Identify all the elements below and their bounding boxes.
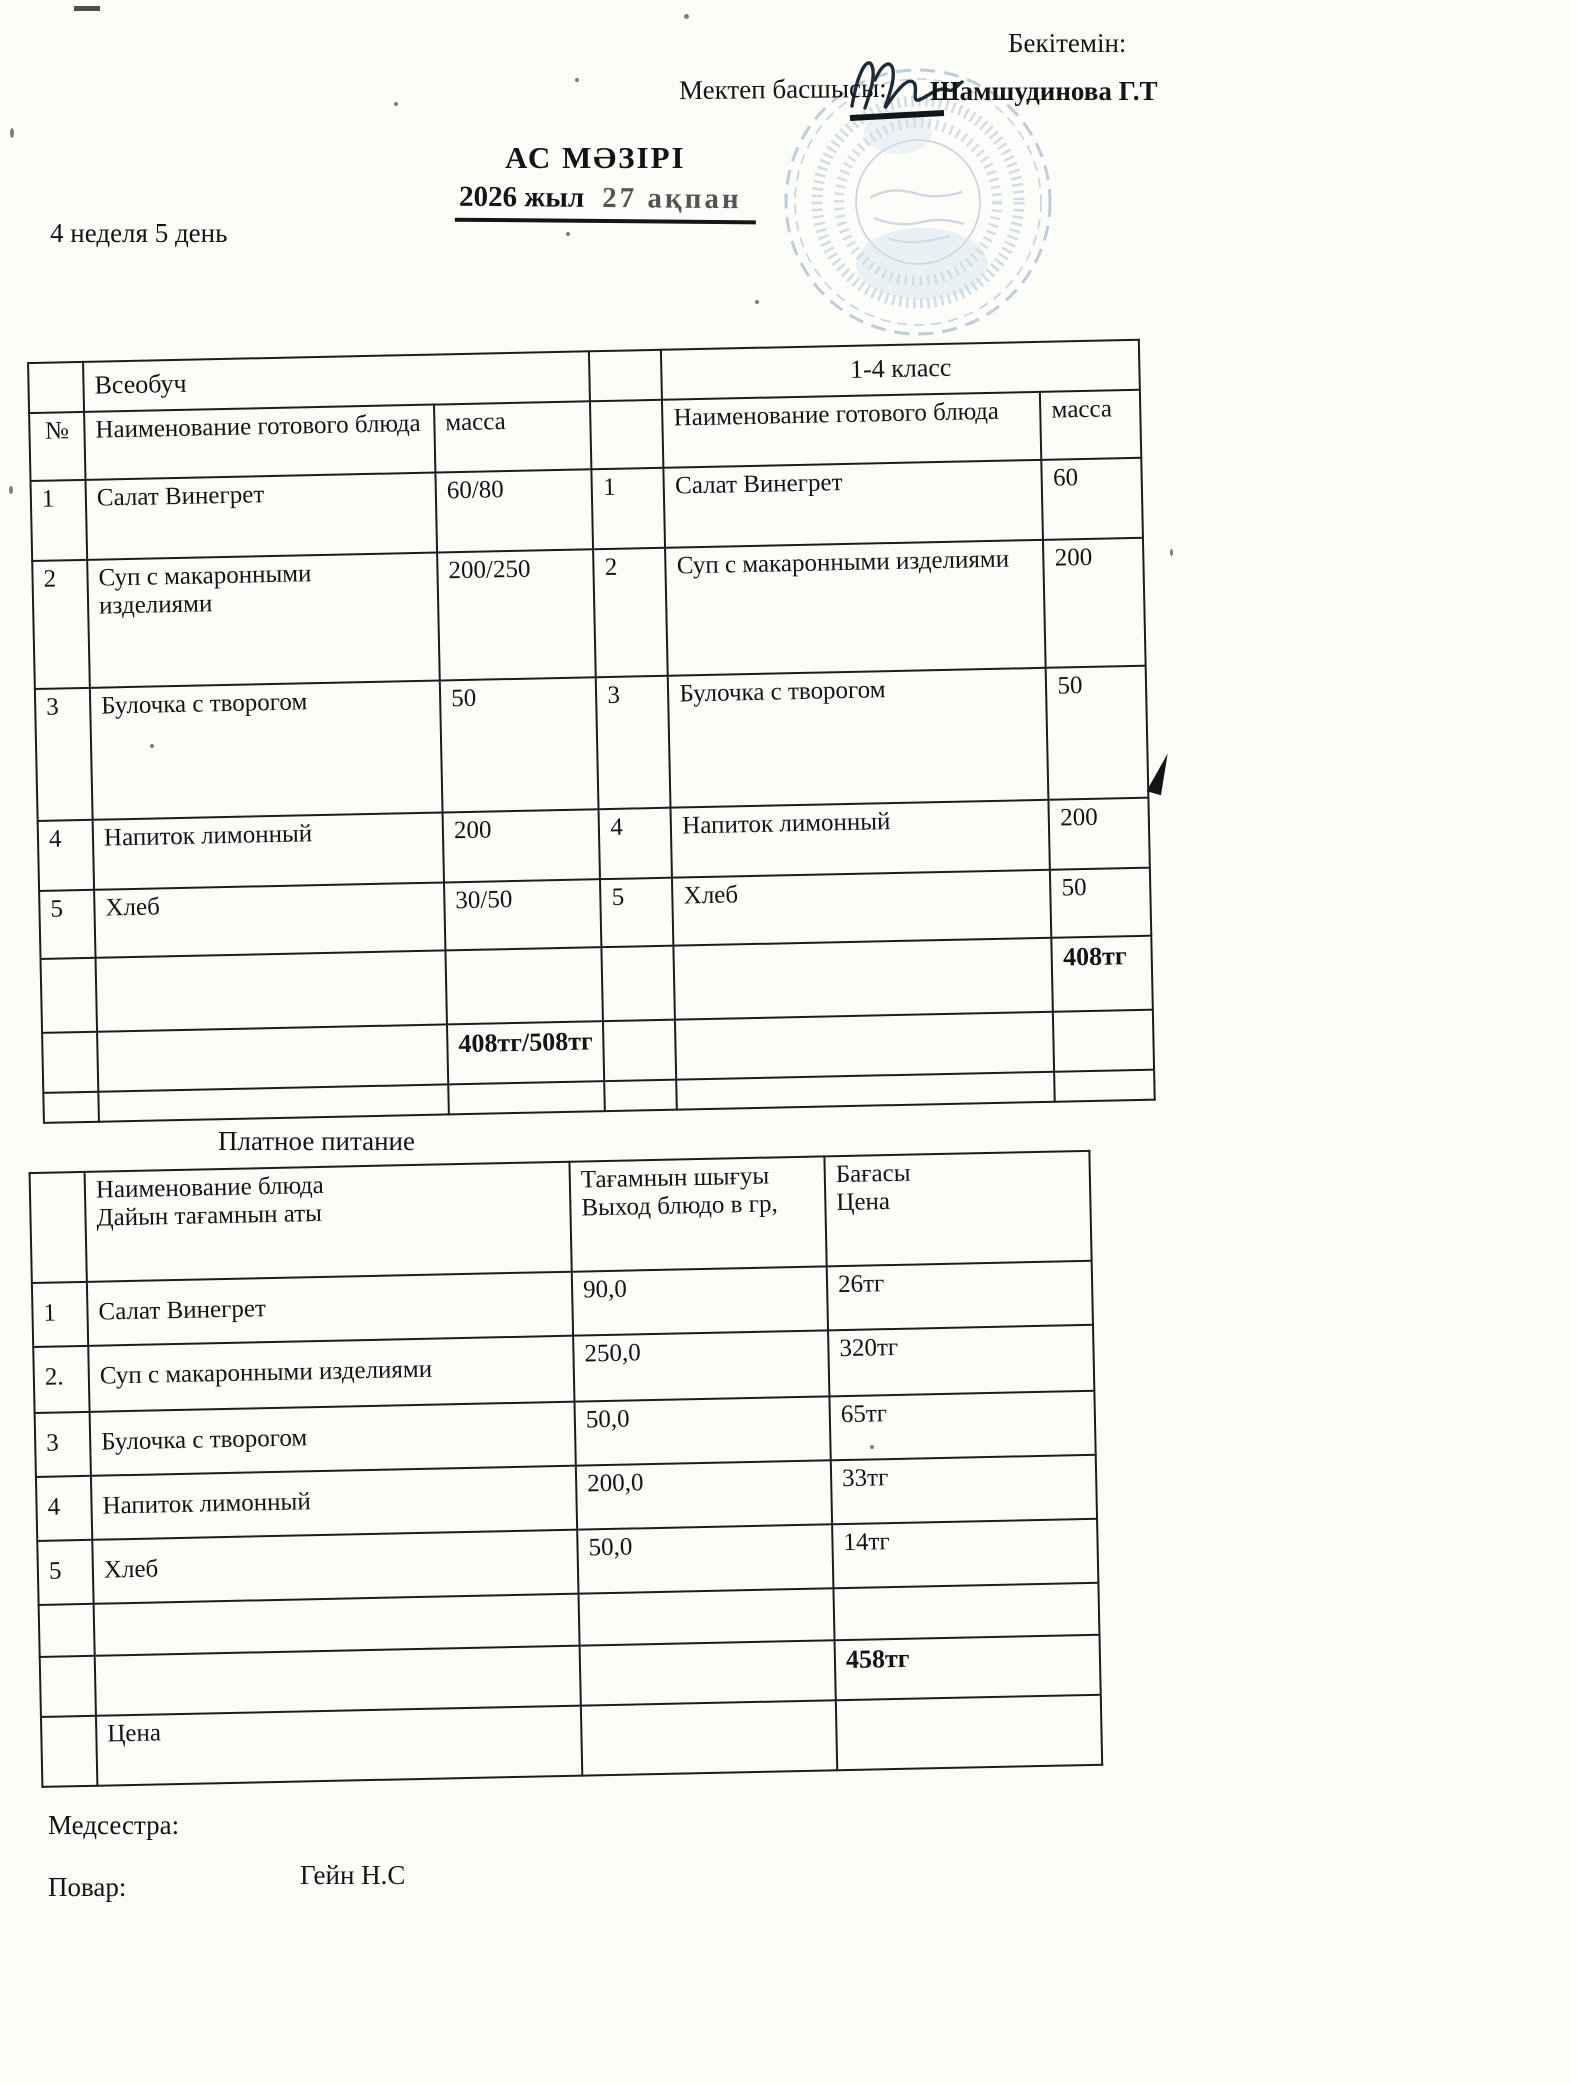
row-number: 5 xyxy=(600,878,673,947)
col-header-no: № xyxy=(29,412,85,481)
menu-row xyxy=(35,666,1149,821)
dish-name: Салат Винегрет xyxy=(87,1272,573,1346)
col-header-output-ru: Выход блюдо в гр, xyxy=(581,1190,778,1222)
row-number: 5 xyxy=(39,890,95,959)
group-header-1-4-class: 1-4 класс xyxy=(661,340,1140,400)
dish-mass: 60 xyxy=(1042,458,1144,540)
dish-output: 250,0 xyxy=(573,1330,829,1401)
row-number: 2 xyxy=(593,548,668,677)
dish-price: 320тг xyxy=(828,1325,1094,1397)
dish-name: Салат Винегрет xyxy=(86,473,438,560)
dish-price: 33тг xyxy=(831,1455,1097,1525)
dish-name: Суп с макаронными изделиями xyxy=(88,1336,574,1412)
dish-name: Хлеб xyxy=(672,870,1051,946)
scan-speck xyxy=(755,300,759,304)
col-header-price-kz: Бағасы xyxy=(835,1159,911,1189)
dish-name: Напиток лимонный xyxy=(91,1466,577,1540)
paid-menu-table xyxy=(29,1150,1104,1788)
dish-output: 50,0 xyxy=(577,1524,833,1593)
dish-mass: 50 xyxy=(1050,868,1151,938)
scan-speck xyxy=(684,14,689,19)
group-header-vseobuch: Всеобуч xyxy=(83,351,590,412)
general-menu-table xyxy=(27,339,1156,1124)
scan-speck xyxy=(10,128,14,138)
dish-name: Суп с макаронными изделиями xyxy=(665,540,1046,676)
row-number: 4 xyxy=(599,808,672,879)
menu-date-day: 27 ақпан xyxy=(602,181,742,216)
row-number: 1 xyxy=(592,468,666,549)
dish-output: 200,0 xyxy=(576,1460,832,1529)
dish-mass: 50 xyxy=(1046,666,1149,800)
row-number: 1 xyxy=(32,1282,88,1347)
scan-speck xyxy=(566,232,570,236)
col-header-dish-ru: Наименование блюда xyxy=(95,1171,324,1204)
dish-name: Напиток лимонный xyxy=(671,800,1050,878)
dish-name: Хлеб xyxy=(94,882,445,957)
approval-label: Бекітемін: xyxy=(1008,28,1127,58)
dish-name: Булочка с творогом xyxy=(90,681,443,820)
dish-name: Хлеб xyxy=(92,1530,578,1604)
dish-mass: 200 xyxy=(1049,798,1150,870)
director-label: Мектеп басшысы: xyxy=(678,72,887,106)
row-number: 1 xyxy=(31,480,88,561)
total-left: 408тг/508тг xyxy=(447,1021,605,1084)
scan-mark xyxy=(74,6,100,11)
page-title: АС МӘЗІРІ xyxy=(505,140,686,175)
col-header-output xyxy=(569,1156,826,1271)
director-name: Шамшудинова Г.Т xyxy=(930,76,1158,106)
cook-label: Повар: xyxy=(48,1872,127,1902)
dish-name: Суп с макаронными изделиями xyxy=(87,553,440,688)
ink-mark xyxy=(1147,751,1173,796)
col-header-mass-left: масса xyxy=(434,401,592,472)
dish-price: 65тг xyxy=(829,1391,1095,1461)
dish-mass: 200 xyxy=(1043,538,1146,668)
col-header-mass-right: масса xyxy=(1040,390,1141,460)
row-number: 3 xyxy=(35,688,93,821)
dish-mass: 60/80 xyxy=(435,469,593,552)
col-header-price xyxy=(824,1151,1091,1267)
dish-mass: 30/50 xyxy=(444,879,602,950)
week-day-label: 4 неделя 5 день xyxy=(50,218,228,248)
scan-speck xyxy=(394,102,398,106)
dish-name: Булочка с творогом xyxy=(668,668,1049,808)
col-header-dish-kz: Дайын тағамнын аты xyxy=(96,1199,323,1232)
dish-name: Салат Винегрет xyxy=(664,460,1044,548)
row-number: 4 xyxy=(38,820,94,891)
row-number: 4 xyxy=(36,1476,92,1541)
dish-mass: 50 xyxy=(440,677,599,812)
menu-date xyxy=(455,181,756,225)
dish-name: Напиток лимонный xyxy=(93,812,444,889)
row-number: 3 xyxy=(596,676,671,809)
dish-output: 50,0 xyxy=(574,1396,830,1465)
scan-speck xyxy=(1170,549,1173,556)
row-number: 5 xyxy=(37,1540,93,1605)
paid-meals-title: Платное питание xyxy=(218,1126,415,1156)
col-header-price-ru: Цена xyxy=(836,1188,891,1217)
dish-mass: 200/250 xyxy=(437,549,596,680)
menu-row xyxy=(32,538,1146,689)
row-number: 3 xyxy=(35,1412,91,1477)
scan-speck xyxy=(575,78,579,82)
dish-name: Булочка с творогом xyxy=(90,1402,576,1476)
nurse-label: Медсестра: xyxy=(48,1810,180,1840)
dish-mass: 200 xyxy=(443,809,601,882)
paid-total: 458тг xyxy=(835,1635,1101,1701)
dish-price: 26тг xyxy=(827,1261,1093,1331)
col-header-dish-left: Наименование готового блюда xyxy=(84,405,435,480)
dish-output: 90,0 xyxy=(572,1266,828,1335)
col-header-output-kz: Тағамнын шығуы xyxy=(580,1162,770,1194)
price-footer-label: Цена xyxy=(96,1706,582,1786)
row-number: 2 xyxy=(32,560,90,689)
total-right: 408тг xyxy=(1052,936,1154,1012)
cook-name: Гейн Н.С xyxy=(300,1860,406,1890)
scan-speck xyxy=(9,486,13,494)
menu-date-year: 2026 жыл xyxy=(458,180,585,214)
dish-price: 14тг xyxy=(832,1519,1098,1589)
col-header-dish xyxy=(85,1162,572,1282)
row-number: 2. xyxy=(33,1346,89,1413)
col-header-dish-right: Наименование готового блюда xyxy=(662,392,1041,468)
